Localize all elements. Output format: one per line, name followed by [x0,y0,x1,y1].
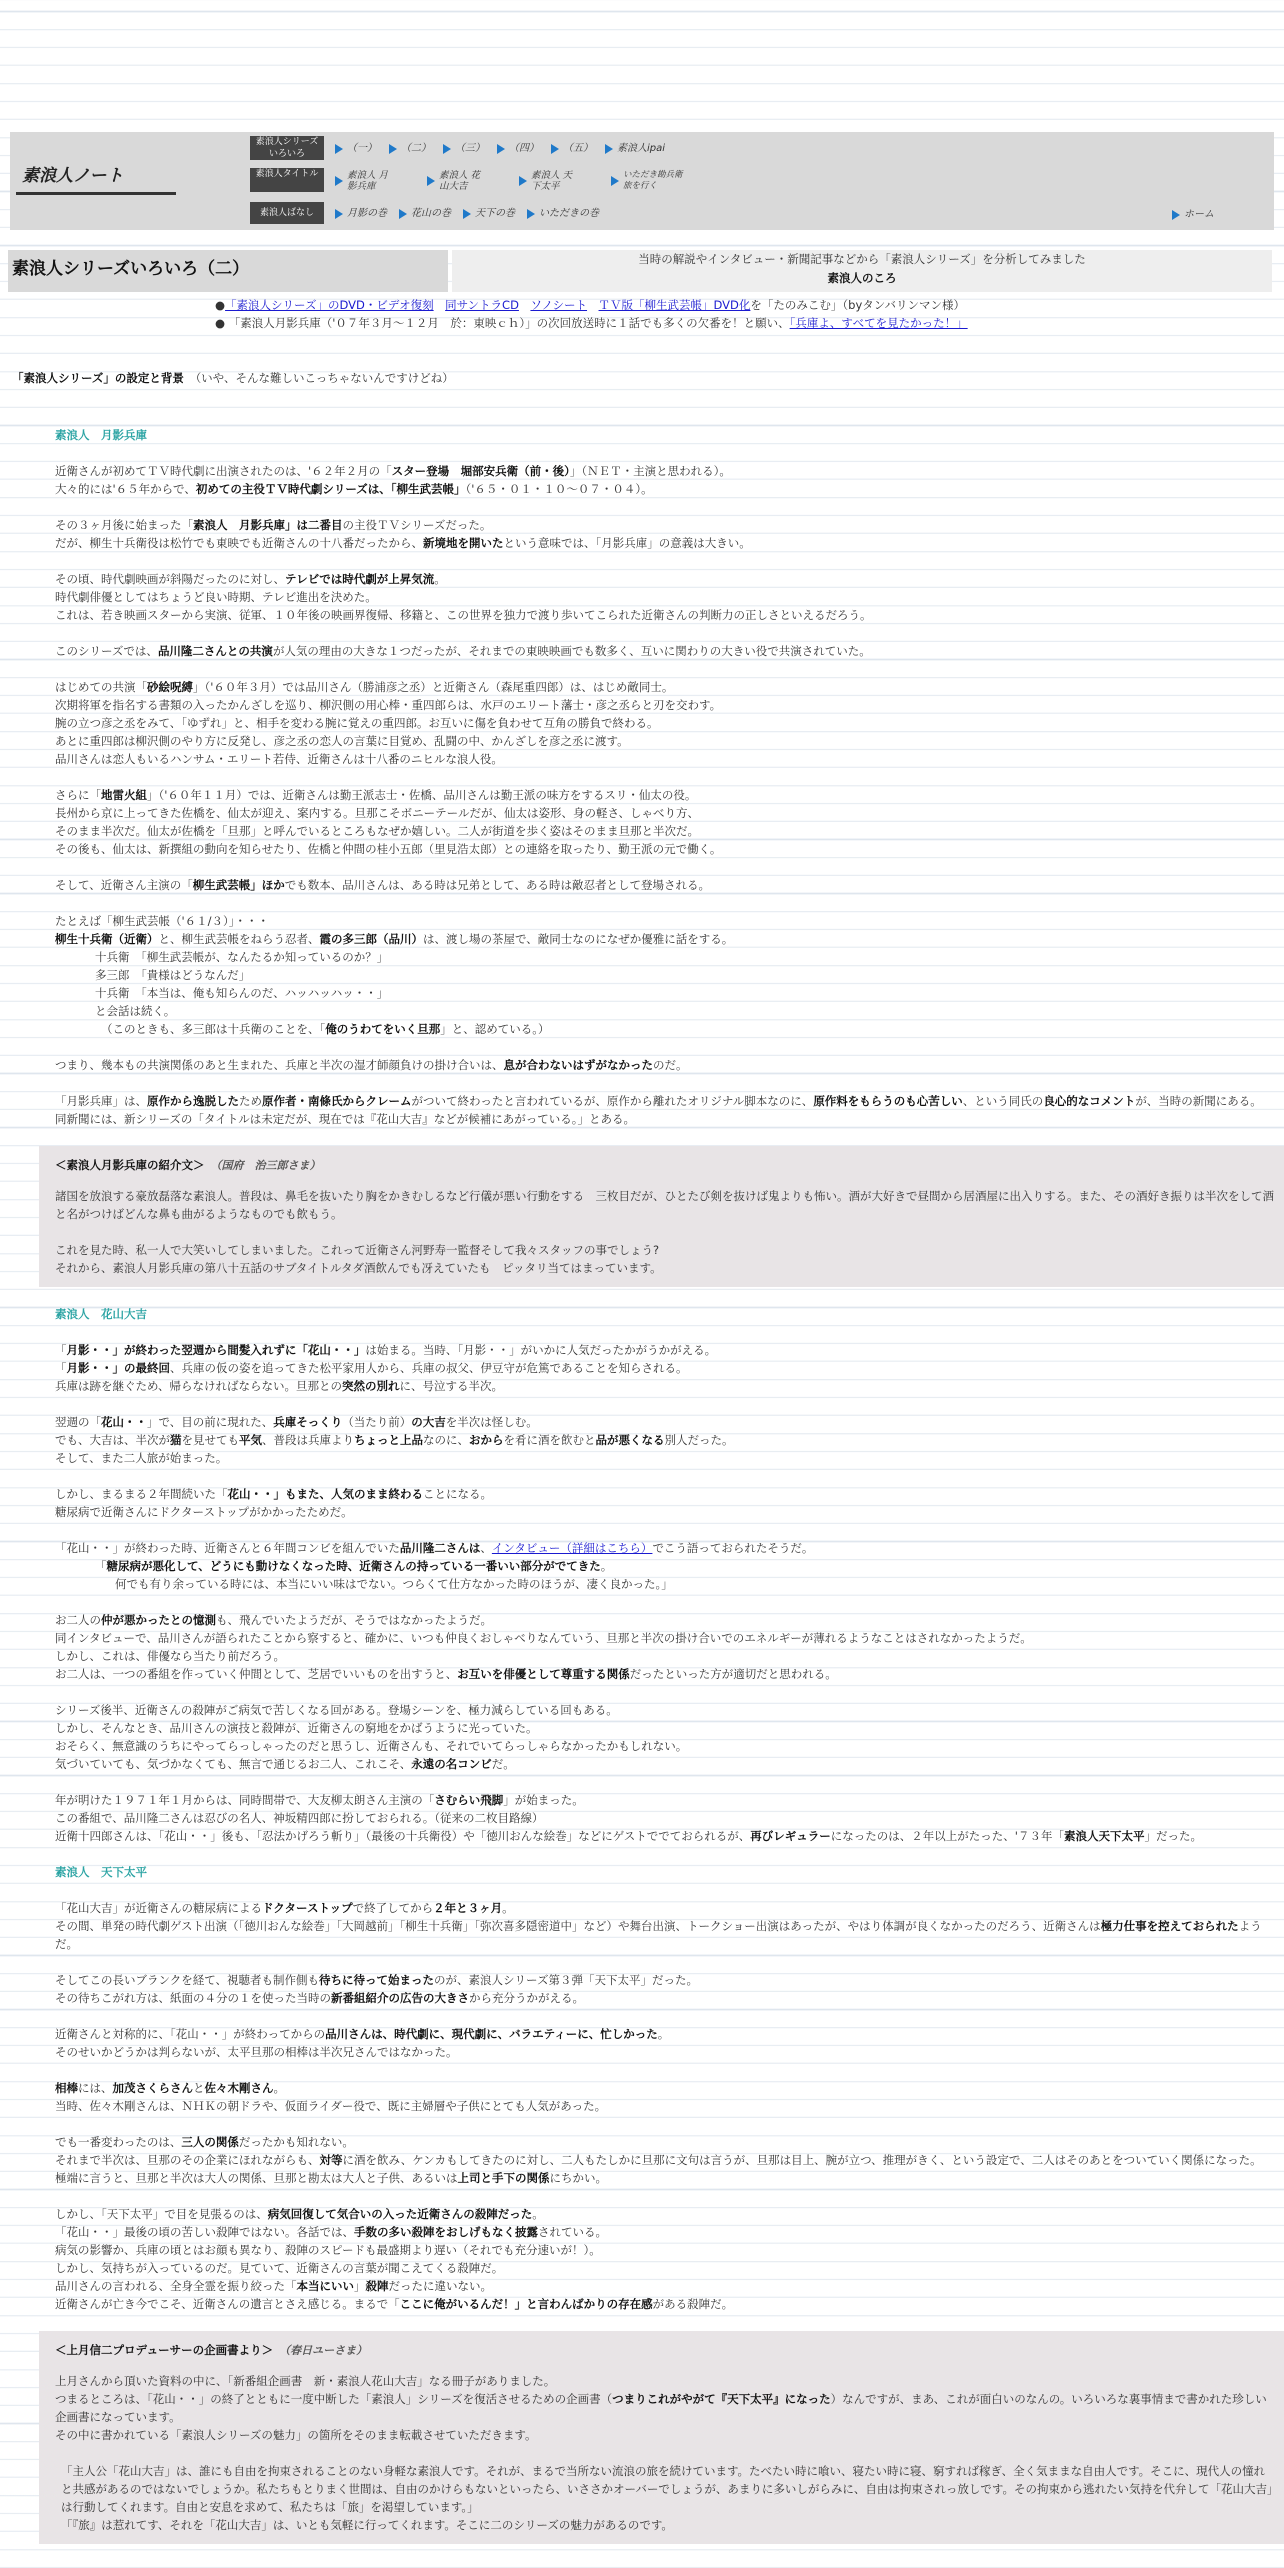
paragraph: そして、近衛さん主演の「柳生武芸帳」ほかでも数本、品川さんは、ある時は兄弟として、ある時は敵忍者として登場される。 [55,878,711,892]
paragraph: しかし、「天下太平」で目を見張るのは、病気回復して気合いの入った近衛さんの殺陣だった。 「花山・・」最後の頃の苦しい殺陣ではない。各話では、手数の多い殺陣をおしげもなく披露されている。 病気の影響か、兵庫の頃とはお顔も異なり、殺陣のスピードも最盛期より遅い（それでも充分速いが！）。 しかし、気持ちが入っているのだ。見ていて、近衛さんの言葉が聞こえてくる殺陣だ。 品川さんの言われる、全身全霊を振り絞った「本当にいい」殺陣だったに違いない。 近衛さんが亡き今でこそ、近衛さんの遺言とさえ感じる。まるで「ここに俺がいるんだ！」と言わんばかりの存在感がある殺陣だ。 [55,2207,734,2311]
nav-row-label-stories: 素浪人ばなし [250,202,324,224]
triangle-right-icon [527,209,535,219]
triangle-right-icon [427,176,435,186]
paragraph: お二人の仲が悪かったとの憶測も、飛んでいたようだが、そうではなかったようだ。 同インタビューで、品川さんが語られたことから察すると、確かに、いつも仲良くおしゃべりなんていう、旦那と半次の掛け合いでのエネルギーが薄れるようなことはされなかったようだ。 しかし、これは、俳優なら当たり前だろう。 お二人は、一つの番組を作っていく仲間として、芝居でいいものを出すうと、お互いを俳優として尊重する関係だったといった方が適切だと思われる。 [55,1613,1032,1681]
sonosheet-link[interactable]: ソノシート [530,298,588,312]
triangle-right-icon [519,176,527,186]
paragraph: たとえば「柳生武芸帳（'６１/３）」・・・ 柳生十兵衛（近衛）と、柳生武芸帳をねらう忍者、霞の多三郎（品川）は、渡し場の茶屋で、敵同士なのになぜか優雅に話をする。 十兵衛 「柳生武芸帳が、なんたるか知っているのか？」 多三郎 「貴様はどうなんだ」 十兵衛 「本当は、俺も知らんのだ、ハッハッハッ・・」 と会話は続く。 （このときも、多三郎は十兵衛のことを、「俺のうわてをいく旦那」と、認めている。） [55,912,1275,1038]
paragraph: 「花山大吉」が近衛さんの糖尿病によるドクターストップで終了してから２年と３ヶ月。 その間、単発の時代劇ゲスト出演（「徳川おんな絵巻」「大岡越前」「柳生十兵衛」「弥次喜多隠密道中」など）や舞台出演、トークショー出演はあったが、やはり体調が良くなかったのだろう、近衛さんは極力仕事を控えておられたようだ。 [55,1901,1262,1951]
quote-text: 「主人公「花山大吉」は、誰にも自由を拘束されることのない身軽な素浪人です。それが、まるで当所ない流浪の旅を続けています。たべたい時に喰い、寝たい時に寝、窮すれば稼ぎ、全く気ままな自由人です。そこに、現代人の憧れと共感があるのではないでしょうか。私たちもとりまく世間は、自由のかけらもないといったら、いささかオーバーでしょうが、あまりに多いしがらみに、自由は拘束されっ放しです。その拘束から逃れたい気持を代弁して「花山大吉」は行動してくれます。自由と安息を求めて、私たちは「旅」を渇望しています。」 「『旅』は惹れてす、それを「花山大吉」は、いとも気軽に行ってくれます。そこに二のシリーズの魅力があるのです。 [61,2464,1273,2532]
paragraph: 相棒には、加茂さくらさんと佐々木剛さん。 当時、佐々木剛さんは、ＮＨＫの朝ドラや、仮面ライダー役で、既に主婦層や子供にとても人気があった。 [55,2081,607,2113]
paragraph: 「花山・・」が終わった時、近衛さんと６年間コンビを組んでいた品川隆二さんは、インタビュー（詳細はこちら）でこう語っておられたそうだ。 「糖尿病が悪化して、どうにも動けなくなった時、近衛さんの持っている一番いい部分がでてきた。 何でも有り余っている時には、本当にいい味はでない。つらくて仕方なかった時のほうが、凄く良かった。」 [55,1541,814,1591]
navigation-bar [10,132,1274,230]
page-header [0,250,1284,292]
quote-text: これを見た時、私一人で大笑いしてしまいました。これって近衛さん河野寿一監督そして我々スタッフの事でしょう? それから、素浪人月影兵庫の第八十五話のサブタイトルタダ酒飲んでも冴えていたも ピッタリ当てはまっています。 [55,1243,662,1275]
nav-link-series-3[interactable]: （三） [443,140,485,158]
interview-link[interactable]: インタビュー（詳細はこちら） [491,1541,653,1555]
nav-link-hanayama-volume[interactable]: 花山の巻 [399,205,451,223]
nav-link-series-1[interactable]: （一） [335,140,377,158]
paragraph: 翌週の「花山・・」で、目の前に現れた、兵庫そっくり（当たり前）の大吉を半次は怪しむ。 でも、大吉は、半次が猫を見せても平気、普段は兵庫よりちょっと上品なのに、おからを肴に酒を飲むと品が悪くなる別人だった。 そして、また二人旅が始まった。 [55,1415,734,1465]
paragraph: 年が明けた１９７１年１月からは、同時間帯で、大友柳太朗さん主演の「さむらい飛脚」が始まった。 この番組で、品川隆二さんは忍びの名人、神坂精四郎に扮しておられる。（従来の二枚目路線） 近衛十四郎さんは、「花山・・」後も、「忍法かげろう斬り」（最後の十兵衛役）や「徳川おんな絵巻」などにゲストででておられるが、再びレギュラーになったのは、２年以上がたった、'７３年「素浪人天下太平」だった。 [55,1793,1202,1843]
nav-row-series [235,134,1274,164]
triangle-right-icon [335,209,343,219]
list-item: ● 「素浪人月影兵庫（'０７年３月～１２月 於：東映ｃｈ）」の次回放送時に１話でも多くの欠番を！と願い、「兵庫よ、すべてを見たかった！」 [215,316,968,330]
soundtrack-link[interactable]: 同サントラCD [445,298,519,312]
triangle-right-icon [611,176,619,186]
paragraph: その３ヶ月後に始まった「素浪人 月影兵庫」は二番目の主役ＴＶシリーズだった。 だが、柳生十兵衛役は松竹でも東映でも近衛さんの十八番だったから、新境地を開いたという意味では、「月影兵庫」の意義は大きい。 [55,518,751,550]
nav-link-series-4[interactable]: （四） [497,140,539,158]
paragraph: つまり、幾本もの共演関係のあと生まれた、兵庫と半次の湿才師顔負けの掛け合いは、息が合わないはずがなかったのだ。 [55,1058,688,1072]
article-body [55,426,1275,2562]
section-heading-tenka: 素浪人 天下太平 [55,1865,147,1879]
dvd-link[interactable]: 「素浪人シリーズ」のDVD・ビデオ復刻 [225,298,434,312]
nav-row-label-series: 素浪人シリーズ いろいろ [250,136,324,160]
triangle-right-icon [1172,210,1180,220]
paragraph: シリーズ後半、近衛さんの殺陣がご病気で苦しくなる回がある。登場シーンを、極力減らしている回もある。 しかし、そんなとき、品川さんの演技と殺陣が、近衛さんの窮地をかばうように光っていた。 おそらく、無意識のうちにやってらっしゃったのだと思うし、近衛さんも、それでいてらっしゃらなかったかもしれない。 気づいていても、気づかなくても、無言で通じるお二人、これこそ、永遠の名コンビだ。 [55,1703,688,1771]
nav-link-tsukikage-volume[interactable]: 月影の巻 [335,205,387,223]
triangle-right-icon [335,144,343,154]
nav-link-tsukikage[interactable]: 素浪人 月影兵庫 [335,170,415,192]
section-heading-hanayama: 素浪人 花山大吉 [55,1307,147,1321]
paragraph: さらに「地雷火組」（'６０年１１月）では、近衛さんは勤王派志士・佐橋、品川さんは勤王派の味方をするスリ・仙太の役。 長州から京に上ってきた佐橋を、仙太が迎え、案内する。旦那こそボニーテールだが、仙太は姿形、身の軽さ、しゃべり方、 そのまま半次だ。仙太が佐橋を「旦那」と呼んでいるところもなぜか嬉しい。二人が街道を歩く姿はそのまま旦那と半次だ。 その後も、仙太は、新撰組の動向を知らせたり、佐橋と仲間の桂小五郎（里見浩太郎）との連絡を取ったり、勤王派の元で働く。 [55,788,722,856]
page-title-box [8,250,448,292]
quote-text: その中に書かれている「素浪人シリーズの魅力」の箇所をそのまま転載させていただきます。 [55,2428,537,2442]
section-heading-tsukikage: 素浪人 月影兵庫 [55,428,147,442]
nav-link-series-5[interactable]: （五） [551,140,593,158]
list-item: ●「素浪人シリーズ」のDVD・ビデオ復刻 同サントラCD ソノシート ＴＶ版「柳生武芸帳」DVD化を「たのみこむ」（byタンバリンマン様） [215,298,965,312]
introduction-quote-box [39,1146,1284,1287]
site-logo[interactable] [10,132,235,230]
quote-text: つまるところは、「花山・・」の終了とともに一度中断した「素浪人」シリーズを復活させるための企画書（つまりこれがやがて『天下太平』になった）なんですが、まあ、これが面白いのなんの。いろいろな裏事情まで書かれた珍しい企画書になっています。 [55,2392,1267,2424]
triangle-right-icon [497,144,505,154]
logo-underline [16,192,176,195]
paragraph: 近衛さんと対称的に、「花山・・」が終わってからの品川さんは、時代劇に、現代劇に、バラエティーに、忙しかった。 そのせいかどうかは判らないが、太平旦那の相棒は半次兄さんではなかった。 [55,2027,670,2059]
dialogue: 十兵衛 「柳生武芸帳が、なんたるか知っているのか？」 多三郎 「貴様はどうなんだ」 十兵衛 「本当は、俺も知らんのだ、ハッハッハッ・・」 と会話は続く。 （このときも、多三郎は十兵衛のことを、「俺のうわてをいく旦那」と、認めている。） [95,950,550,1036]
logo-text: 素浪人ノート [22,166,124,186]
quote-text: 上月さんから頂いた資料の中に、「新番組企画書 新・素浪人花山大吉」なる冊子がありました。 [55,2374,556,2388]
home-link[interactable]: ホーム [1172,206,1214,224]
description-line: 当時の解説やインタビュー・新聞記事などから「素浪人シリーズ」を分析してみました [638,252,1086,266]
paragraph: 「月影・・」が終わった翌週から間髪入れずに「花山・・」は始まる。当時、「月影・・」がいかに人気だったかがうかがえる。 「月影・・」の最終回、兵庫の仮の姿を追ってきた松平家用人から、兵庫の叔父、伊豆守が危篤であることを知らされる。 兵庫は跡を継ぐため、帰らなければならない。旦那との突然の別れに、号泣する半次。 [55,1343,717,1393]
paragraph: でも一番変わったのは、三人の関係だったかも知れない。 それまで半次は、旦那のその企業にほれながらも、対等に酒を飲み、ケンカもしてきたのに対し、二人もたしかに旦那に文句は言うが、旦那は目上、腕が立つ、推理がきく、という設定で、二人はそのあとをついていく関係になった。 極端に言うと、旦那と半次は大人の関係、旦那と勘太は大人と子供、あるいは上司と手下の関係にちかい。 [55,2135,1262,2185]
nav-link-tenka-volume[interactable]: 天下の巻 [463,205,515,223]
quote-text: 諸国を放浪する豪放磊落な素浪人。普段は、鼻毛を抜いたり胸をかきむしるなど行儀が悪い行動をする 三枚目だが、ひとたび剣を抜けば鬼よりも怖い。酒が大好きで昼間から居酒屋に出入りする。また、その酒好き振りは半次をして酒と名がつけばどんな鼻も曲がるようなものでも飲もう。 [55,1189,1274,1221]
proposal-quote-box [39,2331,1284,2544]
hyogo-link[interactable]: 「兵庫よ、すべてを見たかった！」 [789,316,968,330]
paragraph: しかし、まるまる２年間続いた「花山・・」もまた、人気のまま終わることになる。 糖尿病で近衛さんにドクターストップがかかったためだ。 [55,1487,492,1519]
nav-link-tenka[interactable]: 素浪人 天下太平 [519,170,599,192]
paragraph: その頃、時代劇映画が斜陽だったのに対し、テレビでは時代劇が上昇気流。 時代劇俳優としてはちょうど良い時期、テレビ進出を決めた。 これは、若き映画スターから実演、従軍、１０年後の映画界復帰、移籍と、この世界を独力で渡り歩いてこられた近衛さんの判断力の正しさといえるだろう。 [55,572,872,622]
triangle-right-icon [463,209,471,219]
quote-title: ＜素浪人月影兵庫の紹介文＞ （国府 治三郎さま） [55,1158,321,1172]
paragraph: 近衛さんが初めてＴＶ時代劇に出演されたのは、'６２年２月の「スター登場 堀部安兵衛（前・後）」（ＮＥＴ・主演と思われる）。 大々的には'６５年からで、初めての主役ＴＶ時代劇シリーズは、「柳生武芸帳」（'６５・０１・１０～０７・０４）。 [55,464,731,496]
nav-link-series-2[interactable]: （二） [389,140,431,158]
quote-title: ＜上月信二プロデューサーの企画書より＞ （春日ユーさま） [55,2343,368,2357]
triangle-right-icon [399,209,407,219]
triangle-right-icon [443,144,451,154]
paragraph: はじめての共演「砂絵呪縛」（'６０年３月）では品川さん（勝浦彦之丞）と近衛さん（森尾重四郎）は、はじめ敵同士。 次期将軍を指名する書類の入ったかんざしを巡り、柳沢側の用心棒・重四郎らは、水戸のエリート藩士・彦之丞らと刃を交わす。 腕の立つ彦之丞をみて、「ゆずれ」と、相手を変わる腕に覚えの重四郎。お互いに傷を負わせて互角の勝負で終わる。 あとに重四郎は柳沢側のやり方に反発し、彦之丞の恋人の言葉に目覚め、乱闘の中、かんざしを彦之丞に渡す。 品川さんは恋人もいるハンサム・エリート若侍、近衛さんは十八番のニヒルな浪人役。 [55,680,722,766]
nav-row-label-titles: 素浪人タイトル [250,168,324,192]
triangle-right-icon [335,176,343,186]
nav-row-titles [235,166,1274,196]
nav-row-stories [235,202,1274,226]
paragraph: このシリーズでは、品川隆二さんとの共演が人気の理由の大きな１つだったが、それまでの東映映画でも数多く、互いに関わりの大きい役で共演されていた。 [55,644,871,658]
nav-link-hanayama[interactable]: 素浪人 花山大吉 [427,170,507,192]
triangle-right-icon [605,144,613,154]
page-title: 素浪人シリーズいろいろ（二） [12,259,250,279]
nav-link-itadaki[interactable]: いただき勘兵衛 旅を行く [611,170,711,192]
page-description [452,250,1272,292]
paragraph: そしてこの長いブランクを経て、視聴者も制作側も待ちに待って始まったのが、素浪人シリーズ第３弾「天下太平」だった。 その待ちこがれ方は、紙面の４分の１を使った当時の新番組紹介の広告の大きさから充分うかがえる。 [55,1973,698,2005]
yagyu-dvd-link[interactable]: ＴＶ版「柳生武芸帳」DVD化 [598,298,751,312]
announcement-list [215,296,968,332]
paragraph: 「月影兵庫」は、原作から逸脱したため原作者・南條氏からクレームがついて終わったと言われているが、原作から離れたオリジナル脚本なのに、原作料をもらうのも心苦しい、という同氏の良心的なコメントが、当時の新聞にある。 同新聞には、新シリーズの「タイトルは未定だが、現在では『花山大吉』などが候補にあがっている。」とある。 [55,1094,1262,1126]
triangle-right-icon [389,144,397,154]
nav-link-ipai[interactable]: 素浪人ipai [605,140,665,158]
description-subtitle: 素浪人のころ [827,271,897,285]
intro-heading: 「素浪人シリーズ」の設定と背景 （いや、そんな難しいこっちゃないんですけどね） [12,371,454,385]
triangle-right-icon [551,144,559,154]
nav-link-itadaki-volume[interactable]: いただきの巻 [527,205,599,223]
